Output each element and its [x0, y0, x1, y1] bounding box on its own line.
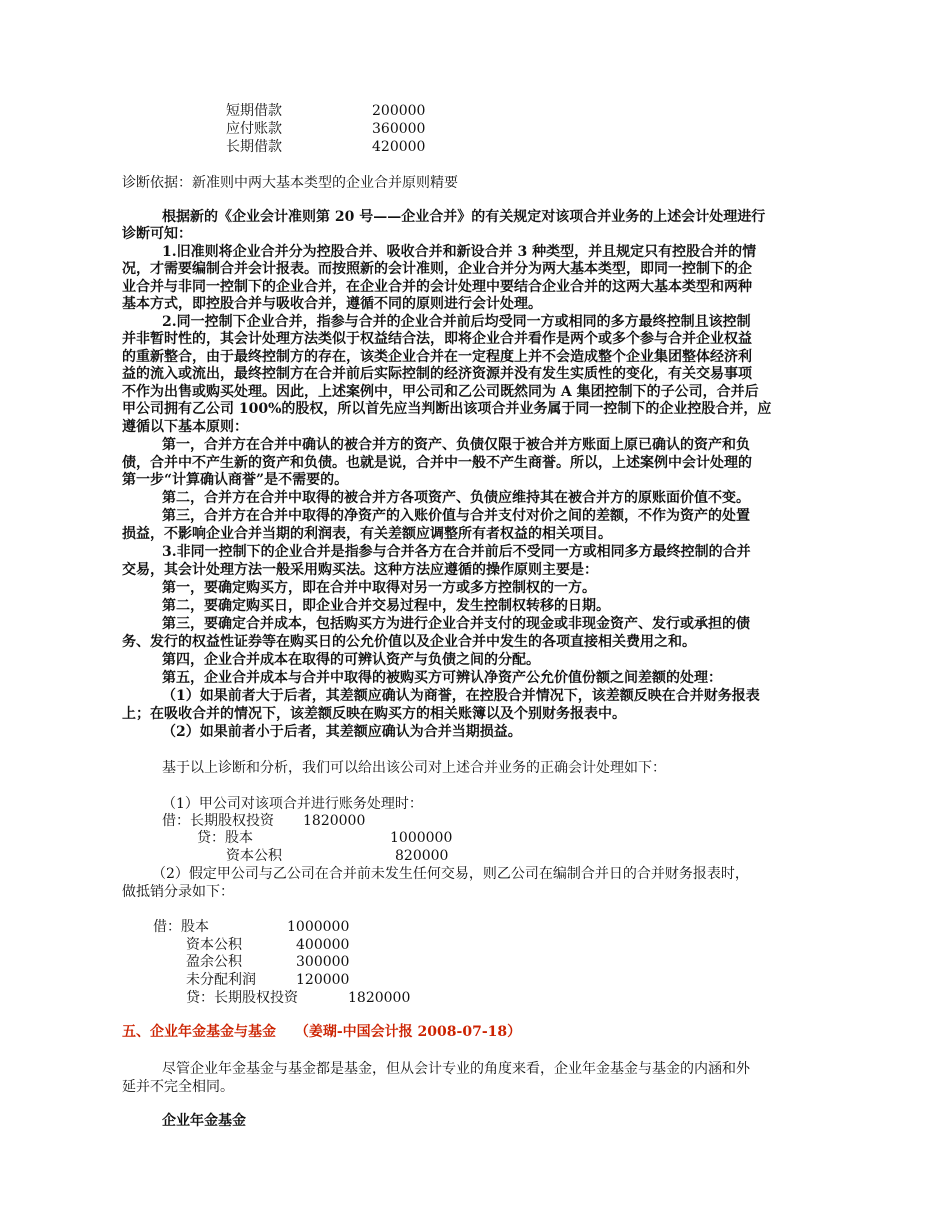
intro-line: 根据新的《企业会计准则第 20 号——企业合并》的有关规定对该项合并业务的上述会计处理进行 — [162, 209, 766, 225]
entry2-label: 借：股本 — [153, 919, 209, 935]
entry2-amount: 300000 — [296, 954, 350, 970]
entry2-amount: 1820000 — [348, 990, 411, 1006]
ledger-item-amount: 420000 — [372, 139, 426, 155]
conclusion-line: 基于以上诊断和分析，我们可以给出该公司对上述合并业务的正确会计处理如下： — [162, 760, 666, 776]
entry2-label: 贷：长期股权投资 — [186, 990, 298, 1006]
entry2-heading: （2）假定甲公司与乙公司在合并前未发生任何交易，则乙公司在编制合并日的合并财务报表时， — [152, 866, 749, 882]
case1-line: （1）如果前者大于后者，其差额应确认为商誉，在控股合并情况下，该差额反映在合并财务报表 — [162, 688, 760, 704]
entry1-heading: （1）甲公司对该项合并进行账务处理时： — [162, 796, 423, 812]
ledger-item-name: 长期借款 — [226, 139, 282, 155]
principle3-line: 损益，不影响企业合并当期的利润表，有关差额应调整所有者权益的相关项目。 — [122, 526, 612, 542]
case1-line: 上；在吸收合并的情况下，该差额反映在购买方的相关账簿以及个别财务报表中。 — [122, 706, 626, 722]
ledger-item-name: 应付账款 — [226, 121, 282, 137]
point1-line: 基本方式，即控股合并与吸收合并，遵循不同的原则进行会计处理。 — [122, 296, 542, 312]
point2-line: 2.同一控制下企业合并，指参与合并的企业合并前后均受同一方或相同的多方最终控制且该控制 — [162, 314, 751, 330]
point2-line: 甲公司拥有乙公司 100%的股权，所以首先应当判断出该项合并业务属于同一控制下的企业控股合并，应 — [122, 401, 772, 417]
entry1-credit-amount: 1000000 — [390, 830, 453, 846]
entry2-amount: 1000000 — [287, 919, 350, 935]
section-heading — [122, 1024, 521, 1041]
point3-line: 3.非同一控制下的企业合并是指参与合并各方在合并前后不受同一方或相同多方最终控制的合并 — [162, 544, 751, 560]
point3-line: 交易，其会计处理方法一般采用购买法。这种方法应遵循的操作原则主要是： — [122, 562, 598, 578]
principle1-line: 第一步“计算确认商誉”是不需要的。 — [122, 472, 349, 488]
point1-line: 1.旧准则将企业合并分为控股合并、吸收合并和新设合并 3 种类型，并且规定只有控股合并的情 — [162, 244, 757, 260]
ledger-item-amount: 200000 — [372, 103, 426, 119]
op4-line: 第四，企业合并成本在取得的可辨认资产与负债之间的分配。 — [162, 652, 540, 668]
diagnosis-basis: 诊断依据：新准则中两大基本类型的企业合并原则精要 — [122, 175, 458, 191]
entry1-credit-amount: 820000 — [395, 848, 449, 864]
entry2-heading: 做抵销分录如下： — [122, 884, 234, 900]
section5-para-line: 延并不完全相同。 — [122, 1079, 234, 1095]
entry1-debit-amount: 1820000 — [303, 813, 366, 829]
entry2-label: 盈余公积 — [186, 954, 242, 970]
intro-line: 诊断可知： — [122, 226, 192, 242]
section-source: （姜瑚-中国会计报 2008-07-18） — [294, 1024, 522, 1040]
principle2-line: 第二，合并方在合并中取得的被合并方各项资产、负债应维持其在被合并方的原账面价值不变。 — [162, 490, 750, 506]
op2-line: 第二，要确定购买日，即企业合并交易过程中，发生控制权转移的日期。 — [162, 598, 610, 614]
entry1-credit: 资本公积 — [226, 848, 282, 864]
op3-line: 务、发行的权益性证券等在购买日的公允价值以及企业合并中发生的各项直接相关费用之和。 — [122, 634, 696, 650]
op3-line: 第三，要确定合并成本，包括购买方为进行企业合并支付的现金或非现金资产、发行或承担的债 — [162, 616, 750, 632]
op1-line: 第一，要确定购买方，即在合并中取得对另一方或多方控制权的一方。 — [162, 580, 596, 596]
entry1-debit: 借：长期股权投资 — [162, 813, 274, 829]
principle1-line: 第一，合并方在合并中确认的被合并方的资产、负债仅限于被合并方账面上原已确认的资产和负 — [162, 437, 750, 453]
point2-line: 益的流入或流出，最终控制方在合并前后实际控制的经济资源并没有发生实质性的变化，有关交易事项 — [122, 366, 752, 382]
case2-line: （2）如果前者小于后者，其差额应确认为合并当期损益。 — [162, 724, 522, 740]
subheading: 企业年金基金 — [162, 1113, 246, 1129]
point2-line: 遵循以下基本原则： — [122, 419, 248, 435]
op5-line: 第五，企业合并成本与合并中取得的被购买方可辨认净资产公允价值份额之间差额的处理： — [162, 670, 722, 686]
point2-line: 不作为出售或购买处理。因此，上述案例中，甲公司和乙公司既然同为 A 集团控制下的子公司，合并后 — [122, 384, 759, 400]
entry1-credit: 贷：股本 — [197, 830, 253, 846]
entry2-label: 未分配利润 — [186, 972, 256, 988]
section-title: 五、企业年金基金与基金 — [122, 1024, 276, 1040]
entry2-amount: 120000 — [296, 972, 350, 988]
section5-para-line: 尽管企业年金基金与基金都是基金，但从会计专业的角度来看，企业年金基金与基金的内涵和外 — [162, 1061, 750, 1077]
entry2-label: 资本公积 — [186, 937, 242, 953]
entry2-amount: 400000 — [296, 937, 350, 953]
ledger-item-name: 短期借款 — [226, 103, 282, 119]
point2-line: 的重新整合，由于最终控制方的存在，该类企业合并在一定程度上并不会造成整个企业集团整体经济利 — [122, 349, 752, 365]
point1-line: 况，才需要编制合并会计报表。而按照新的会计准则，企业合并分为两大基本类型，即同一控制下的企 — [122, 261, 752, 277]
principle1-line: 债，合并中不产生新的资产和负债。也就是说，合并中一般不产生商誉。所以，上述案例中会计处理的 — [122, 455, 752, 471]
ledger-item-amount: 360000 — [372, 121, 426, 137]
principle3-line: 第三，合并方在合并中取得的净资产的入账价值与合并支付对价之间的差额，不作为资产的处置 — [162, 508, 750, 524]
point1-line: 业合并与非同一控制下的企业合并，在企业合并的会计处理中要结合企业合并的这两大基本类型和两种 — [122, 279, 752, 295]
point2-line: 并非暂时性的，其会计处理方法类似于权益结合法，即将企业合并看作是两个或多个参与合并企业权益 — [122, 331, 752, 347]
